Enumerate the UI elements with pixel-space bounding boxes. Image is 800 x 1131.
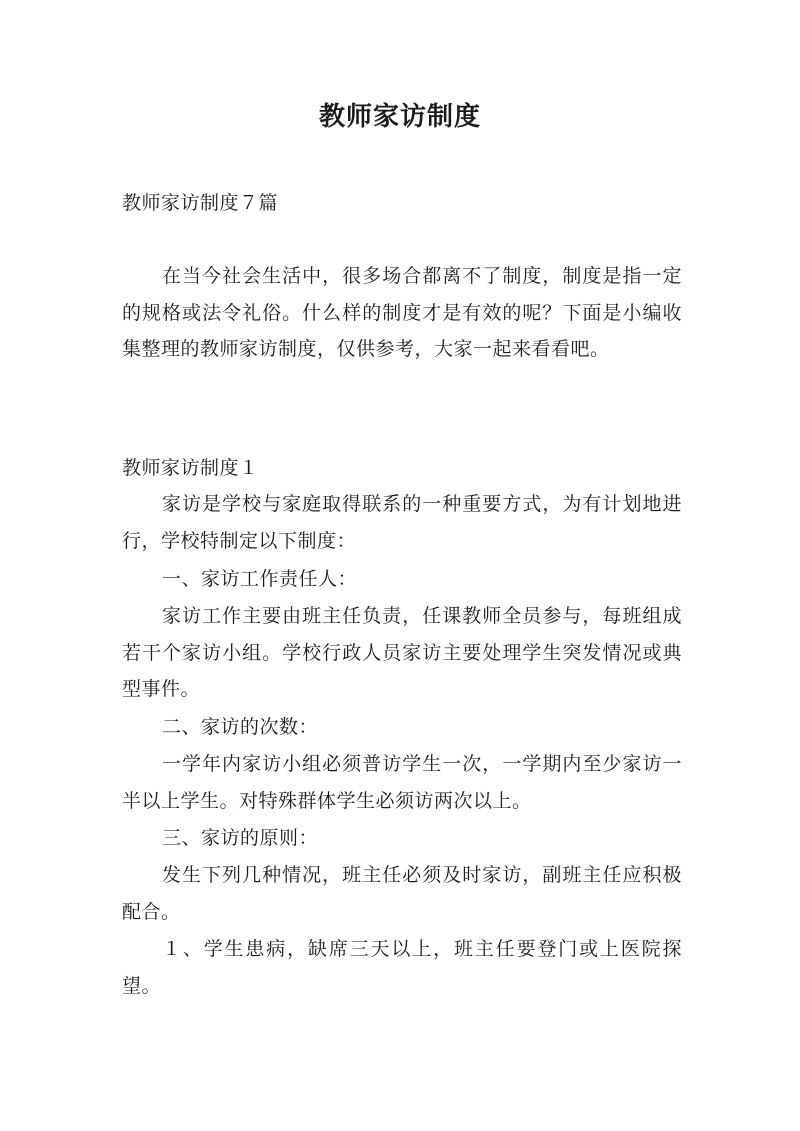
item-heading: 三、家访的原则： <box>162 827 319 849</box>
document-title: 教师家访制度 <box>318 102 481 132</box>
section-paragraph: 家访是学校与家庭取得联系的一种重要方式，为有计划地进行，学校特制定以下制度： <box>122 493 682 552</box>
item-body: 发生下列几种情况，班主任必须及时家访，副班主任应积极配合。 <box>122 864 682 923</box>
intro-paragraph: 在当今社会生活中，很多场合都离不了制度，制度是指一定的规格或法令礼俗。什么样的制度才是有效的呢？下面是小编收集整理的教师家访制度，仅供参考，大家一起来看看吧。 <box>122 265 682 360</box>
item-body: 家访工作主要由班主任负责，任课教师全员参与，每班组成若干个家访小组。学校行政人员家访主要处理学生突发情况或典型事件。 <box>122 605 682 700</box>
document-subtitle: 教师家访制度７篇 <box>122 192 279 214</box>
sub-item: １、学生患病，缺席三天以上，班主任要登门或上医院探望。 <box>122 938 682 997</box>
item-heading: 一、家访工作责任人： <box>162 568 358 590</box>
item-heading: 二、家访的次数： <box>162 716 319 738</box>
section-heading: 教师家访制度１ <box>122 457 259 479</box>
item-body: 一学年内家访小组必须普访学生一次，一学期内至少家访一半以上学生。对特殊群体学生必须访两次以上。 <box>122 753 682 812</box>
